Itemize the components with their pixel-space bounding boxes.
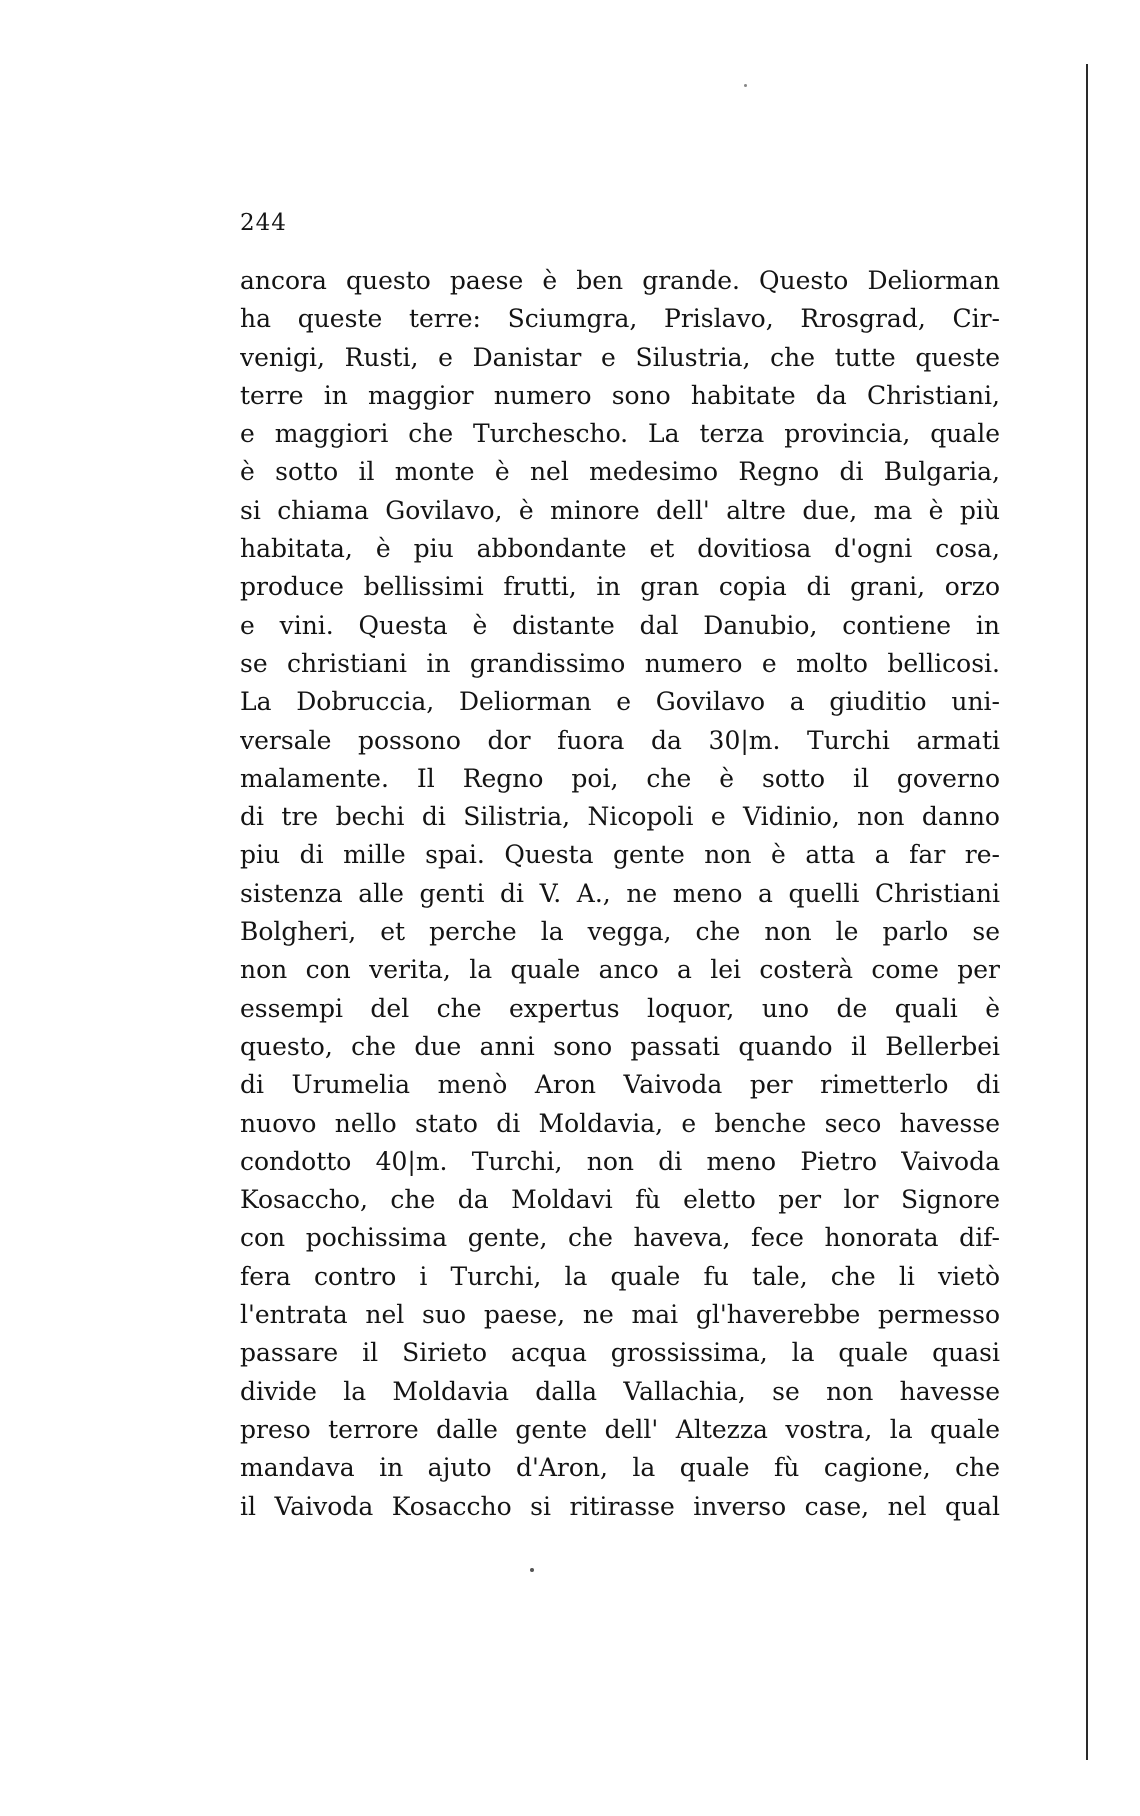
body-text [240, 262, 1000, 1526]
text-line: mandava in ajuto d'Aron, la quale fù cagione, che [240, 1453, 1000, 1483]
text-line: La Dobruccia, Deliorman e Govilavo a giuditio uni- [240, 687, 1000, 717]
text-line: sistenza alle genti di V. A., ne meno a quelli Christiani [240, 878, 1000, 908]
text-line: habitata, è piu abbondante et dovitiosa d'ogni cosa, [240, 534, 1000, 564]
text-line: Bolgheri, et perche la vegga, che non le parlo se [240, 917, 1000, 947]
page-edge-rule [1086, 64, 1088, 1760]
text-line: di Urumelia menò Aron Vaivoda per rimetterlo di [240, 1070, 1000, 1100]
text-line: produce bellissimi frutti, in gran copia di grani, orzo [240, 572, 1000, 602]
text-line: il Vaivoda Kosaccho si ritirasse inverso case, nel qual [240, 1491, 1000, 1521]
text-line: e vini. Questa è distante dal Danubio, contiene in [240, 610, 1000, 640]
text-line: Kosaccho, che da Moldavi fù eletto per lor Signore [240, 1185, 1000, 1215]
speck-top [744, 84, 747, 87]
text-line: e maggiori che Turchescho. La terza provincia, quale [240, 419, 1000, 449]
text-line: malamente. Il Regno poi, che è sotto il governo [240, 763, 1000, 793]
text-line: terre in maggior numero sono habitate da Christiani, [240, 380, 1000, 410]
text-line: venigi, Rusti, e Danistar e Silustria, che tutte queste [240, 342, 1000, 372]
text-line: nuovo nello stato di Moldavia, e benche seco havesse [240, 1108, 1000, 1138]
text-line: condotto 40|m. Turchi, non di meno Pietro Vaivoda [240, 1146, 1000, 1176]
text-line: piu di mille spai. Questa gente non è atta a far re- [240, 840, 1000, 870]
text-line: questo, che due anni sono passati quando il Bellerbei [240, 1031, 1000, 1061]
text-line: essempi del che expertus loquor, uno de quali è [240, 993, 1000, 1023]
text-line: fera contro i Turchi, la quale fu tale, che li vietò [240, 1261, 1000, 1291]
page-number: 244 [240, 210, 287, 236]
text-line: ha queste terre: Sciumgra, Prislavo, Rrosgrad, Cir- [240, 304, 1000, 334]
text-line: non con verita, la quale anco a lei costerà come per [240, 955, 1000, 985]
text-line: divide la Moldavia dalla Vallachia, se non havesse [240, 1376, 1000, 1406]
text-line: preso terrore dalle gente dell' Altezza vostra, la quale [240, 1414, 1000, 1444]
text-line: passare il Sirieto acqua grossissima, la quale quasi [240, 1338, 1000, 1368]
text-line: con pochissima gente, che haveva, fece honorata dif- [240, 1223, 1000, 1253]
text-line: si chiama Govilavo, è minore dell' altre due, ma è più [240, 495, 1000, 525]
text-line: è sotto il monte è nel medesimo Regno di Bulgaria, [240, 457, 1000, 487]
speck-bottom [530, 1568, 534, 1572]
text-line: l'entrata nel suo paese, ne mai gl'haverebbe permesso [240, 1300, 1000, 1330]
text-line: di tre bechi di Silistria, Nicopoli e Vidinio, non danno [240, 802, 1000, 832]
text-line: ancora questo paese è ben grande. Questo Deliorman [240, 266, 1000, 295]
text-line: se christiani in grandissimo numero e molto bellicosi. [240, 648, 1000, 678]
text-line: versale possono dor fuora da 30|m. Turchi armati [240, 725, 1000, 755]
